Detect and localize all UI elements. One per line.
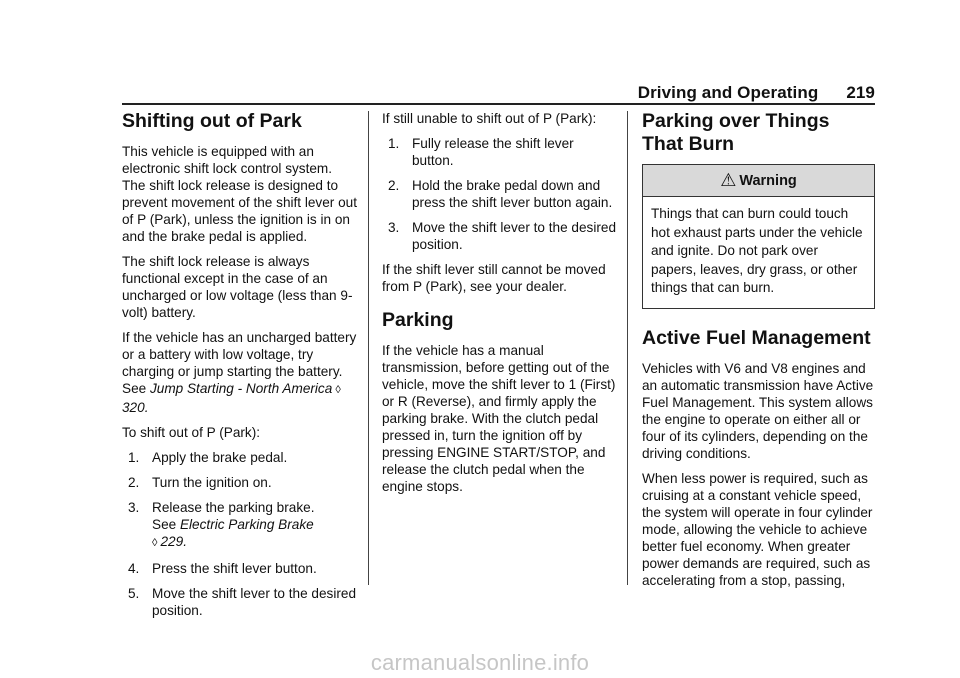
section-title: Driving and Operating <box>637 83 819 102</box>
heading-parking-over-things: Parking over Things That Burn <box>642 110 830 155</box>
paragraph: The shift lock release is always functional except in the case of an uncharged or low voltage (less than 9-volt) battery. <box>122 254 353 320</box>
list-item: 3. Release the parking brake. See Electric Parking Brake ◊ 229. <box>128 500 315 549</box>
list-item: 2. Hold the brake pedal down and press the shift lever button again. <box>388 178 613 210</box>
page-ref[interactable]: 229 <box>160 534 184 549</box>
paragraph: When less power is required, such as cruising at a constant vehicle speed, the system will operate in four cylinder mode, allowing the vehicle to achieve better fuel economy. When greater power demands are required, such as accelerating from a stop, passing, <box>642 470 873 588</box>
column-divider-1 <box>368 111 369 585</box>
column-divider-2 <box>627 111 628 585</box>
heading-parking: Parking <box>382 309 454 331</box>
cross-reference-link[interactable]: Jump Starting - North America <box>149 381 333 396</box>
warning-box <box>642 164 875 309</box>
list-item: 4. Press the shift lever button. <box>128 561 317 576</box>
column-1 <box>122 110 358 627</box>
header-rule <box>122 103 875 105</box>
heading-active-fuel-management: Active Fuel Management <box>642 326 871 349</box>
warning-text: Things that can burn could touch hot exhaust parts under the vehicle and ignite. Do not park over papers, leaves, dry grass, or other things that can burn. <box>651 206 863 295</box>
warning-icon: ⚠ <box>720 170 737 190</box>
page-ref-arrow-icon: ◊ <box>332 384 341 396</box>
list-item: 1. Apply the brake pedal. <box>128 450 288 465</box>
warning-header: ⚠ Warning <box>643 165 874 197</box>
column-2 <box>382 110 618 503</box>
page-header <box>122 83 875 103</box>
column-3 <box>642 110 875 597</box>
paragraph: Vehicles with V6 and V8 engines and an automatic transmission have Active Fuel Management. This system allows the engine to operate on either all or four of its cylinders, depending on the driving conditions. <box>642 360 874 461</box>
list-item: 5. Move the shift lever to the desired position. <box>128 586 357 618</box>
steps-list <box>122 449 358 619</box>
heading-shifting-out-of-park: Shifting out of Park <box>122 110 302 132</box>
paragraph: To shift out of P (Park): <box>122 425 261 440</box>
paragraph: If the vehicle has an uncharged battery or a battery with low voltage, try charging or jump starting the battery. See Jump Starting - North America ◊ 320. <box>122 330 357 415</box>
page-number: 219 <box>846 83 875 102</box>
list-item: 3. Move the shift lever to the desired position. <box>388 220 617 252</box>
paragraph: This vehicle is equipped with an electronic shift lock control system. The shift lock release is designed to prevent movement of the shift lever out of P (Park), unless the ignition is in on and the brake pedal is applied. <box>122 144 357 244</box>
list-item: 2. Turn the ignition on. <box>128 475 272 490</box>
list-item: 1. Fully release the shift lever button. <box>388 136 574 168</box>
paragraph: If the shift lever still cannot be moved from P (Park), see your dealer. <box>382 262 606 294</box>
cross-reference-link[interactable]: Electric Parking Brake <box>179 517 314 532</box>
watermark: carmanualsonline.info <box>370 650 590 675</box>
page-ref-arrow-icon: ◊ <box>152 537 161 549</box>
page-ref[interactable]: 320 <box>122 400 145 415</box>
paragraph: If the vehicle has a manual transmission, before getting out of the vehicle, move the shift lever to 1 (First) or R (Reverse), and firmly apply the parking brake. With the clutch pedal pressed in, turn the ignition off by pressing ENGINE START/STOP, and release the clutch pedal when the engine stops. <box>382 343 616 494</box>
paragraph: If still unable to shift out of P (Park): <box>382 111 597 126</box>
steps-list <box>382 135 618 253</box>
